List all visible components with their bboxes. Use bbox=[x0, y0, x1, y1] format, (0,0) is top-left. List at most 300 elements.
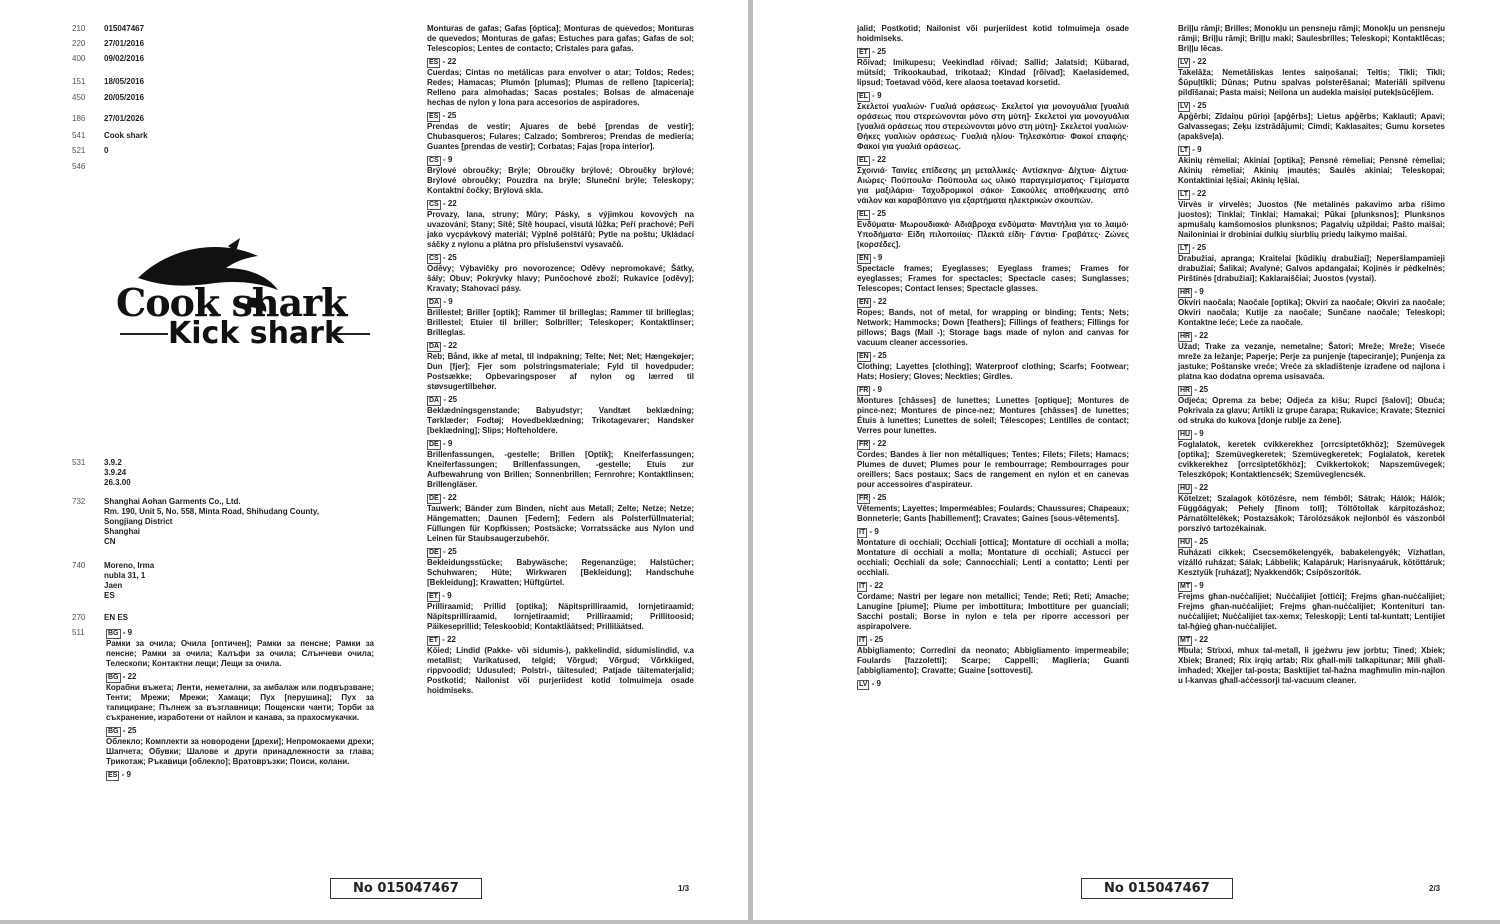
nice-class: 25 bbox=[447, 547, 457, 556]
language-code: ES bbox=[429, 59, 439, 66]
goods-block bbox=[857, 635, 1129, 676]
goods-block bbox=[857, 351, 1129, 382]
field-row bbox=[72, 93, 394, 103]
goods-block bbox=[1178, 429, 1445, 480]
language-code: DE bbox=[429, 441, 439, 448]
goods-block bbox=[1178, 537, 1445, 578]
separator: - bbox=[869, 155, 878, 164]
language-code: IT bbox=[859, 583, 866, 590]
separator: - bbox=[1192, 537, 1200, 546]
separator: - bbox=[440, 111, 448, 120]
class-header bbox=[427, 155, 694, 166]
field-row bbox=[72, 458, 394, 488]
class-header bbox=[857, 493, 1129, 504]
language-code: DE bbox=[429, 549, 439, 556]
class-header bbox=[106, 672, 374, 683]
language-code: HR bbox=[1180, 387, 1191, 394]
document-number-box: No 015047467 bbox=[330, 878, 482, 899]
field-row bbox=[72, 24, 394, 34]
separator: - bbox=[439, 635, 448, 644]
class-header bbox=[857, 439, 1129, 450]
separator: - bbox=[440, 439, 448, 448]
nice-class: 25 bbox=[1197, 243, 1207, 252]
goods-block bbox=[857, 24, 1129, 44]
language-code: LV bbox=[859, 681, 868, 688]
goods-block bbox=[427, 111, 694, 152]
nice-class: 22 bbox=[127, 672, 137, 681]
goods-text: Drabužiai, apranga; Kraitelai [kūdikių drabužiai]; Neperšlampamieji drabužiai; Šalikai; Avalynė; Galvos apdangalai; Kojinės ir pėdkelnės; Pirštinės [drabužiai]; Kaklaraiščiai; Juostos (vystai). bbox=[1178, 254, 1445, 283]
separator: - bbox=[439, 591, 448, 600]
goods-text: Корабни въжета; Ленти, неметални, за амбалаж или подвързване; Тенти; Мрежи; Мрежи; Хамаци; Пух [перушина]; Пух за тапициране; Пълнеж за възглавници; Пощенски чанти; Торби за съхранение, изработени от найлон и канава, за прахосмукачки. bbox=[106, 683, 374, 722]
field-row bbox=[72, 162, 394, 172]
class-header bbox=[1178, 429, 1445, 440]
class-header bbox=[1178, 57, 1445, 68]
goods-text: Akinių rėmeliai; Akiniai [optika]; Pensnė rėmeliai; Pensnė rėmeliai; Akinių rėmeliai; Akinių įmautės; Saulės akiniai; Teleskopai; Kontaktiniai lęšiai; Akinių lęšiai. bbox=[1178, 156, 1445, 185]
language-code: CS bbox=[429, 201, 439, 208]
goods-block bbox=[106, 628, 374, 669]
field-value: 27/01/2026 bbox=[104, 114, 145, 123]
field-row bbox=[72, 497, 394, 547]
nice-class: 22 bbox=[874, 581, 884, 590]
separator: - bbox=[441, 297, 449, 306]
class-header bbox=[427, 341, 694, 352]
field-row bbox=[72, 561, 394, 601]
nice-class: 22 bbox=[1197, 189, 1207, 198]
separator: - bbox=[870, 351, 878, 360]
class-header bbox=[106, 726, 374, 737]
language-code: ET bbox=[429, 637, 438, 644]
language-code: LV bbox=[1180, 103, 1189, 110]
language-code: BG bbox=[108, 674, 119, 681]
goods-block bbox=[857, 47, 1129, 88]
language-code: MT bbox=[1180, 637, 1191, 644]
goods-text: Kötelzet; Szalagok kötözésre, nem fémből; Sátrak; Hálók; Hálók; Függőágyak; Pehely [finom toll]; Töltőtollak kárpitozáshoz; Párnatöltelékek; Postazsákok; Tárolózsákok nejlonból és vászonból porszívó tartozékainak. bbox=[1178, 494, 1445, 533]
class-header bbox=[1178, 537, 1445, 548]
goods-text: Okviri naočala; Naočale [optika]; Okviri za naočale; Okviri za naočale; Okviri naočala; Kutije za naočale; Sunčane naočale; Teleskopi; Kontaktne leće; Leće za naočale. bbox=[1178, 298, 1445, 327]
goods-text: Ενδύματα· Μωρουδιακά· Αδιάβροχα ενδύματα· Μαντήλια για το λαιμό· Υποδήματα· Είδη πιλοποιίας· Πλεκτά είδη· Γάντια· Γραβάτες· Ζώνες [κορσέδες]. bbox=[857, 220, 1129, 249]
logo-wordmark: Cook shark bbox=[116, 280, 347, 325]
nice-class: 25 bbox=[127, 726, 137, 735]
class-header bbox=[857, 297, 1129, 308]
goods-text: Clothing; Layettes [clothing]; Waterproof clothing; Scarfs; Footwear; Hats; Hosiery; Gloves; Neckties; Girdles. bbox=[857, 362, 1129, 381]
goods-text: Rõivad; Imikupesu; Veekindlad rõivad; Sallid; Jalatsid; Kübarad, mütsid; Trikookaubad, trikotaaž; Kindad [rõivad]; Kaelasidemed, lipsud; Toetavad vööd, kere alaosa toetavad korsetid. bbox=[857, 58, 1129, 87]
nice-class: 25 bbox=[1199, 537, 1209, 546]
class-header bbox=[857, 527, 1129, 538]
separator: - bbox=[870, 253, 878, 262]
goods-block bbox=[427, 155, 694, 196]
nice-class: 22 bbox=[447, 493, 457, 502]
nice-class: 22 bbox=[877, 155, 886, 164]
field-code: 541 bbox=[72, 131, 86, 140]
nice-class: 22 bbox=[877, 297, 887, 306]
field-value: Moreno, Irma nubla 31, 1 Jaen ES bbox=[104, 561, 155, 600]
language-code: DE bbox=[429, 495, 439, 502]
class-header bbox=[427, 57, 694, 68]
field-value: 20/05/2016 bbox=[104, 93, 145, 102]
class-header bbox=[1178, 635, 1445, 646]
separator: - bbox=[1190, 101, 1198, 110]
goods-block bbox=[427, 253, 694, 294]
goods-text: Montures [châsses] de lunettes; Lunettes [optique]; Montures de pince-nez; Montures de pince-nez; Montures [châsses] de lunettes; Étuis à lunettes; Lunettes de soleil; Télescopes; Lentilles de contact; Verres pour lunettes. bbox=[857, 396, 1129, 435]
field-row bbox=[72, 114, 394, 124]
goods-block bbox=[857, 385, 1129, 436]
separator: - bbox=[1192, 483, 1200, 492]
goods-text: Ħbula; Strixxi, mhux tal-metall, li jgeżwru jew jorbtu; Tined; Xbiek; Xbiek; Braned; Rix irqiq artab; Rix għall-mili talkapitunar; Mili għall-imħaded; Xkejjer tal-posta; Basktijiet tal-ħażna magħmulin min-najlon u l-kanvas għall-aċċessorji tal-vacuum cleaner. bbox=[1178, 646, 1445, 685]
goods-block bbox=[857, 527, 1129, 578]
nice-class: 25 bbox=[874, 635, 884, 644]
nice-class: 9 bbox=[447, 155, 453, 164]
language-code: HR bbox=[1180, 333, 1191, 340]
goods-text: jalid; Postkotid; Nailonist või purjeriidest kotid tolmuimeja osade hoidmiseks. bbox=[857, 24, 1129, 43]
goods-text: Brillestel; Briller [optik]; Rammer til brilleglas; Rammer til brilleglas; Brillestel; Etuier til briller; Solbriller; Teleskoper; Kontaktlinser; Brilleglas. bbox=[427, 308, 694, 337]
separator: - bbox=[440, 199, 448, 208]
nice-class: 22 bbox=[1199, 331, 1209, 340]
field-value: 0 bbox=[104, 146, 109, 155]
nice-class: 25 bbox=[1199, 385, 1209, 394]
language-code: LT bbox=[1180, 191, 1189, 198]
class-header bbox=[1178, 145, 1445, 156]
goods-text: Frejms għan-nuċċalijiet; Nuċċalijiet [ottiċi]; Frejms għan-nuċċalijiet; Frejms għan-nuċċalijiet; Frejms għan-nuċċalijiet; Kontenituri tan-nuċċalijiet; Nuċċalijiet tax-xemx; Teleskopji; Lenti tal-kuntatt; Lentijiet tal-ħġieġ għan-nuċċalijiet. bbox=[1178, 592, 1445, 631]
goods-block bbox=[857, 297, 1129, 348]
field-value: 015047467 bbox=[104, 24, 145, 33]
goods-block bbox=[857, 493, 1129, 524]
field-code: 151 bbox=[72, 77, 86, 86]
document-page-2 bbox=[753, 0, 1500, 920]
class-header bbox=[1178, 385, 1445, 396]
class-header bbox=[857, 209, 1129, 220]
goods-list-col2 bbox=[1178, 24, 1445, 689]
nice-class: 25 bbox=[448, 395, 458, 404]
language-code: HU bbox=[1180, 431, 1191, 438]
nice-class: 9 bbox=[877, 91, 882, 100]
field-row bbox=[72, 54, 394, 64]
separator: - bbox=[119, 770, 127, 779]
goods-block bbox=[427, 547, 694, 588]
goods-list-col1 bbox=[857, 24, 1129, 693]
page-number: 1/3 bbox=[678, 884, 690, 893]
goods-text: Cordame; Nastri per legare non metallici; Tende; Reti; Reti; Amache; Lanugine [piume]; Piume per imbottitura; Imbottiture per guanciali; Sacchi postali; Borse in nylon e tela per riporre accessori per aspirapolvere. bbox=[857, 592, 1129, 631]
field-value: 18/05/2016 bbox=[104, 77, 145, 86]
language-code: FR bbox=[859, 441, 869, 448]
separator: - bbox=[1190, 243, 1198, 252]
separator: - bbox=[869, 47, 878, 56]
goods-text: Prilliraamid; Prillid [optika]; Näpitsprilliraamid, lornjetiraamid; Näpitsprilliraamid, lornjetiraamid; Prilliraamid; Prillitoosid; Päikeseprillid; Teleskoobid; Kontaktläätsed; Prilliläätsed. bbox=[427, 602, 694, 631]
nice-class: 25 bbox=[877, 47, 886, 56]
nice-class: 25 bbox=[877, 351, 887, 360]
nice-class: 22 bbox=[448, 341, 458, 350]
class-header bbox=[427, 635, 694, 646]
language-code: HU bbox=[1180, 485, 1191, 492]
separator: - bbox=[440, 493, 448, 502]
class-header bbox=[857, 679, 1129, 690]
logo-subtitle: Kick shark bbox=[168, 316, 344, 351]
language-code: LT bbox=[1180, 147, 1189, 154]
goods-text: Takelāža; Nemetāliskas lentes saiņošanai; Teltis; Tīkli; Tīkli; Šūpuļtīkli; Dūnas; Putnu spalvas polsterēšanai; Materiāli spilvenu pildīšanai; Pasta maisi; Neilona un audekla maisiņi putekļsūcējiem. bbox=[1178, 68, 1445, 97]
field-code: 521 bbox=[72, 146, 86, 155]
goods-text: Bekleidungsstücke; Babywäsche; Regenanzüge; Halstücher; Schuhwaren; Hüte; Wirkwaren [Bekleidung]; Handschuhe [Bekleidung]; Krawatten; Hüftgürtel. bbox=[427, 558, 694, 587]
field-value: 27/01/2016 bbox=[104, 39, 145, 48]
class-header bbox=[106, 628, 374, 639]
nice-class: 22 bbox=[1197, 57, 1207, 66]
field-code: 210 bbox=[72, 24, 86, 33]
field-code: 511 bbox=[72, 628, 85, 637]
nice-class: 9 bbox=[1199, 287, 1204, 296]
field-row bbox=[72, 613, 394, 623]
goods-text: Prendas de vestir; Ajuares de bebé [prendas de vestir]; Chubasqueros; Fulares; Calzado; Sombreros; Prendas de mediería; Guantes [prendas de vestir]; Corbatas; Fajas [ropa interior]. bbox=[427, 122, 694, 151]
field-value: 09/02/2016 bbox=[104, 54, 145, 63]
nice-class: 9 bbox=[877, 253, 883, 262]
goods-text: Cuerdas; Cintas no metálicas para envolver o atar; Toldos; Redes; Redes; Hamacas; Plumón [plumas]; Plumas de relleno [tapicería]; Relleno para almohadas; Sacas postales; Bolsas de almacenaje hechas de nylon y lona para accesorios de aspiradores. bbox=[427, 68, 694, 107]
field-code: 546 bbox=[72, 162, 86, 171]
goods-text: Briļļu rāmji; Brilles; Monokļu un pensneju rāmji; Monokļu un pensneju rāmji; Briļļu rāmji; Briļļu maki; Saulesbrilles; Teleskopi; Kontaktlēcas; Briļļu lēcas. bbox=[1178, 24, 1445, 53]
separator: - bbox=[1192, 385, 1200, 394]
goods-text: Oděvy; Výbavičky pro novorozence; Oděvy nepromokavé; Šátky, šály; Obuv; Pokrývky hlavy; Punčochové zboží; Rukavice [oděvy]; Kravaty; Stahovací pásy. bbox=[427, 264, 694, 293]
goods-block bbox=[1178, 145, 1445, 186]
goods-list-left bbox=[106, 628, 374, 784]
language-code: DA bbox=[429, 397, 440, 404]
language-code: EN bbox=[859, 299, 869, 306]
separator: - bbox=[869, 91, 878, 100]
goods-block bbox=[857, 679, 1129, 690]
class-header bbox=[1178, 581, 1445, 592]
class-header bbox=[427, 297, 694, 308]
separator: - bbox=[1190, 57, 1198, 66]
separator: - bbox=[441, 341, 449, 350]
class-header bbox=[427, 111, 694, 122]
goods-text: Облекло; Комплекти за новородени [дрехи]; Непромокаеми дрехи; Шапчета; Обувки; Шалове и други принадлежности за глава; Трикотаж; Ръкавици [облекло]; Вратовръзки; Поиси, колани. bbox=[106, 737, 374, 766]
language-code: CS bbox=[429, 255, 439, 262]
language-code: ES bbox=[429, 113, 439, 120]
goods-block bbox=[427, 57, 694, 108]
goods-text: Apģērbi; Zīdaiņu pūriņi [apģērbs]; Lietus apģērbs; Kaklauti; Apavi; Galvassegas; Zeķu izstrādājumi; Cimdi; Kaklasaites; Gumu korsetes (apakšveļa). bbox=[1178, 112, 1445, 141]
nice-class: 9 bbox=[127, 628, 133, 637]
nice-class: 22 bbox=[447, 199, 457, 208]
language-code: FR bbox=[859, 495, 869, 502]
page-number: 2/3 bbox=[1429, 884, 1441, 893]
document-page-1 bbox=[0, 0, 748, 920]
field-code: 400 bbox=[72, 54, 86, 63]
nice-class: 9 bbox=[1199, 581, 1204, 590]
class-header bbox=[1178, 189, 1445, 200]
nice-class: 22 bbox=[877, 439, 887, 448]
goods-text: Σκελετοί γυαλιών· Γυαλιά οράσεως· Σκελετοί για μονογυάλια [γυαλιά οράσεως που στερεώνονται μόνο στη μύτη]· Σκελετοί για μονογυάλια [γυαλιά οράσεως που στερεώνονται μόνο στη μύτη]· Σκελετοί γυαλιών· Θήκες γυαλιών οράσεως· Γυαλιά ηλίου· Τηλεσκόπια· Φακοί επαφής· Φακοί για γυαλιά οράσεως. bbox=[857, 102, 1129, 151]
goods-block bbox=[857, 439, 1129, 490]
language-code: EL bbox=[859, 93, 868, 100]
goods-text: Montature di occhiali; Occhiali [ottica]; Montature di occhiali a molla; Montature di occhiali a molla; Montature di occhiali; Astucci per occhiali; Occhiali da sole; Cannocchiali; Lenti a contatto; Lenti per occhiali. bbox=[857, 538, 1129, 577]
goods-block bbox=[1178, 287, 1445, 328]
goods-text: Monturas de gafas; Gafas [óptica]; Monturas de quevedos; Monturas de quevedos; Monturas de gafas; Estuches para gafas; Gafas de sol; Telescopios; Lentes de contacto; Cristales para gafas. bbox=[427, 24, 694, 53]
goods-text: Abbigliamento; Corredini da neonato; Abbigliamento impermeabile; Foulards [fazzoletti]; Scarpe; Cappelli; Maglieria; Guanti [abbigliamento]; Cravatte; Guaine [sottovesti]. bbox=[857, 646, 1129, 675]
field-value: 3.9.2 3.9.24 26.3.00 bbox=[104, 458, 131, 487]
class-header bbox=[857, 351, 1129, 362]
goods-block bbox=[427, 199, 694, 250]
goods-text: Brillenfassungen, -gestelle; Brillen [Optik]; Kneiferfassungen; Kneiferfassungen; Brillenfassungen, -gestelle; Etuis zur Aufbewahrung von Brillen; Sonnenbrillen; Fernrohre; Kontaktlinsen; Brillengläser. bbox=[427, 450, 694, 489]
goods-block bbox=[106, 726, 374, 767]
field-code: 220 bbox=[72, 39, 86, 48]
separator: - bbox=[867, 527, 875, 536]
goods-text: Virvės ir virvelės; Juostos (Ne metalinės pakavimo arba rišimo juostos); Tinklai; Tinklai; Hamakai; Pūkai [plunksnos]; Plunksnos apmušalų kamšomosios plunksnos; Pagalvių užpildai; Pašto maišai; Nailoniniai ir drobiniai dulkių siurblių priedų laikymo maišai. bbox=[1178, 200, 1445, 239]
logo-rule-left bbox=[120, 333, 168, 335]
separator: - bbox=[867, 581, 875, 590]
goods-block bbox=[857, 253, 1129, 294]
goods-block bbox=[1178, 243, 1445, 284]
separator: - bbox=[870, 385, 878, 394]
goods-block bbox=[427, 395, 694, 436]
language-code: HU bbox=[1180, 539, 1191, 546]
language-code: BG bbox=[108, 630, 119, 637]
nice-class: 9 bbox=[1199, 429, 1204, 438]
nice-class: 9 bbox=[126, 770, 131, 779]
nice-class: 22 bbox=[1199, 635, 1209, 644]
goods-block bbox=[1178, 57, 1445, 98]
document-number-box: No 015047467 bbox=[1081, 878, 1233, 899]
goods-block bbox=[1178, 24, 1445, 54]
nice-class: 22 bbox=[447, 57, 457, 66]
goods-text: Ruházati cikkek; Csecsemőkelengyék, babakelengyék; Vízhatlan, vízálló ruházat; Sálak; Lábbelik; Kalapáruk; Harisnyaáruk, kötöttáruk; Kesztyűk [ruházat]; Nyakkendők; Csípőszorítók. bbox=[1178, 548, 1445, 577]
class-header bbox=[1178, 243, 1445, 254]
goods-block bbox=[857, 581, 1129, 632]
separator: - bbox=[440, 547, 448, 556]
class-header bbox=[1178, 287, 1445, 298]
nice-class: 9 bbox=[1197, 145, 1202, 154]
nice-class: 22 bbox=[447, 635, 456, 644]
goods-block bbox=[1178, 101, 1445, 142]
goods-block bbox=[427, 24, 694, 54]
class-header bbox=[857, 385, 1129, 396]
goods-block bbox=[857, 91, 1129, 152]
nice-class: 22 bbox=[1199, 483, 1209, 492]
separator: - bbox=[1192, 429, 1200, 438]
field-value bbox=[104, 162, 394, 172]
goods-block bbox=[427, 341, 694, 392]
separator: - bbox=[441, 395, 449, 404]
class-header bbox=[427, 591, 694, 602]
class-header bbox=[857, 635, 1129, 646]
language-code: ET bbox=[429, 593, 438, 600]
field-code: 450 bbox=[72, 93, 86, 102]
goods-text: Ropes; Bands, not of metal, for wrapping or binding; Tents; Nets; Network; Hammocks; Down [feathers]; Fillings of feathers; Fillings for pillows; Bags (Mail -); Storage bags made of nylon and canvas for vacuum cleaner accessories. bbox=[857, 308, 1129, 347]
separator: - bbox=[1190, 145, 1198, 154]
goods-block bbox=[106, 672, 374, 723]
language-code: DA bbox=[429, 343, 440, 350]
field-code: 186 bbox=[72, 114, 86, 123]
goods-text: Cordes; Bandes à lier non métalliques; Tentes; Filets; Filets; Hamacs; Plumes de duvet; Plumes pour le rembourrage; Rembourrages pour oreillers; Sacs postaux; Sacs de rangement en nylon et en canevas pour accessoires d'aspirateur. bbox=[857, 450, 1129, 489]
goods-text: Foglalatok, keretek cvikkerekhez [orrcsiptetőkhöz]; Szemüvegek [optika]; Szemüvegkeretek; Szemüvegkeretek; Foglalatok, keretek cvikkerekhez [orrcsiptetőkhöz]; Cvikkertokok; Napszemüvegek; Teleszkópok; Kontaktlencsék; Szemüveglencsék. bbox=[1178, 440, 1445, 479]
goods-text: Рамки за очила; Очила [оптичен]; Рамки за пенсне; Рамки за пенсне; Рамки за очила; Калъфи за очила; Слънчеви очила; Телескопи; Контактни лещи; Лещи за очила. bbox=[106, 639, 374, 668]
separator: - bbox=[1192, 331, 1200, 340]
goods-text: Spectacle frames; Eyeglasses; Eyeglass frames; Frames for eyeglasses; Frames for spectacles; Spectacle cases; Sunglasses; Telescopes; Contact lenses; Spectacle glasses. bbox=[857, 264, 1129, 293]
class-header bbox=[1178, 331, 1445, 342]
field-row bbox=[72, 77, 394, 87]
goods-block bbox=[857, 209, 1129, 250]
goods-text: Reb; Bånd, ikke af metal, til indpakning; Telte; Net; Net; Hængekøjer; Dun [fjer]; Fjer som polstringsmateriale; Fyld til hovedpuder; Postsække; Opbevaringsposer af nylon og lærred til støvsugertilbehør. bbox=[427, 352, 694, 391]
nice-class: 9 bbox=[447, 591, 452, 600]
goods-block bbox=[857, 155, 1129, 206]
language-code: EL bbox=[859, 157, 868, 164]
goods-text: Brýlové obroučky; Brýle; Obroučky brýlové; Obroučky brýlové; Brýlové obroučky; Pouzdra na brýle; Sluneční brýle; Teleskopy; Kontaktní čočky; Brýlová skla. bbox=[427, 166, 694, 195]
nice-class: 25 bbox=[447, 111, 457, 120]
goods-text: Σχοινιά· Ταινίες επίδεσης μη μεταλλικές· Αντίσκηνα· Δίχτυα· Δίχτυα· Αιώρες· Πούπουλα· Πούπουλα ως υλικό παραγεμίσματος· Γεμίσματα για μαξιλάρια· Ταχυδρομικοί σάκοι· Σακούλες αποθήκευσης από νάιλον και καραβόπανο για εξαρτήματα ηλεκτρικών σκουπών. bbox=[857, 166, 1129, 205]
field-row bbox=[72, 131, 394, 141]
goods-text: Köied; Lindid (Pakke- või sidumis-), pakkelindid, sidumislindid, v.a metallist; Varikatused, telgid; Võrgud; Võrgud; Võrkkiiged, rippvoodid; Udusuled; Polstri-, täitesuled; Patjade täitematerjalid; Postkotid; Nailonist või purjeriidest kotid tolmuimeja osade hoidmiseks. bbox=[427, 646, 694, 695]
class-header bbox=[106, 770, 374, 781]
language-code: BG bbox=[108, 728, 119, 735]
class-header bbox=[1178, 101, 1445, 112]
language-code: FR bbox=[859, 387, 869, 394]
class-header bbox=[427, 253, 694, 264]
field-code: 732 bbox=[72, 497, 86, 506]
nice-class: 9 bbox=[874, 527, 879, 536]
nice-class: 25 bbox=[877, 209, 886, 218]
nice-class: 25 bbox=[447, 253, 457, 262]
class-header bbox=[427, 439, 694, 450]
nice-class: 9 bbox=[448, 297, 453, 306]
goods-block bbox=[427, 439, 694, 490]
language-code: CS bbox=[429, 157, 439, 164]
separator: - bbox=[120, 672, 128, 681]
language-code: MT bbox=[1180, 583, 1191, 590]
nice-class: 25 bbox=[1197, 101, 1207, 110]
language-code: IT bbox=[859, 529, 866, 536]
separator: - bbox=[1192, 635, 1200, 644]
nice-class: 25 bbox=[877, 493, 887, 502]
nice-class: 9 bbox=[876, 679, 881, 688]
class-header bbox=[427, 199, 694, 210]
field-row bbox=[72, 146, 394, 156]
separator: - bbox=[869, 679, 877, 688]
nice-class: 9 bbox=[877, 385, 882, 394]
language-code: ES bbox=[108, 772, 118, 779]
language-code: IT bbox=[859, 637, 866, 644]
field-code: 270 bbox=[72, 613, 86, 622]
separator: - bbox=[1190, 189, 1198, 198]
class-header bbox=[857, 47, 1129, 58]
goods-text: Užad; Trake za vezanje, nemetalne; Šatori; Mreže; Mreže; Viseće mreže za ležanje; Paperje; Perje za punjenje (tapeciranje); Punjenja za jastuke; Poštanske vreće; Vreće za skladištenje izrađene od najlona i platna kao dodatna oprema usisavača. bbox=[1178, 342, 1445, 381]
separator: - bbox=[870, 439, 878, 448]
language-code: ET bbox=[859, 49, 868, 56]
goods-block bbox=[1178, 635, 1445, 686]
goods-block bbox=[1178, 189, 1445, 240]
goods-text: Beklædningsgenstande; Babyudstyr; Vandtæt beklædning; Tørklæder; Fodtøj; Hovedbeklædning; Trikotagevarer; Handsker [beklædning]; Slips; Hofteholdere. bbox=[427, 406, 694, 435]
goods-block bbox=[1178, 581, 1445, 632]
separator: - bbox=[440, 253, 448, 262]
language-code: HR bbox=[1180, 289, 1191, 296]
class-header bbox=[427, 395, 694, 406]
language-code: EL bbox=[859, 211, 868, 218]
field-value: EN ES bbox=[104, 613, 129, 622]
language-code: DA bbox=[429, 299, 440, 306]
separator: - bbox=[440, 57, 448, 66]
trademark-logo bbox=[108, 238, 378, 358]
field-code: 740 bbox=[72, 561, 86, 570]
goods-text: Vêtements; Layettes; Imperméables; Foulards; Chaussures; Chapeaux; Bonneterie; Gants [habillement]; Cravates; Gaines [sous-vêtements]. bbox=[857, 504, 1129, 523]
goods-block bbox=[427, 591, 694, 632]
separator: - bbox=[440, 155, 448, 164]
separator: - bbox=[870, 493, 878, 502]
goods-text: Odjeća; Oprema za bebe; Odjeća za kišu; Rupci [šalovi]; Obuća; Pokrivala za glavu; Artikli iz grupe čarapa; Rukavice; Kravate; Steznici od struka do kukova [donje rublje za žene]. bbox=[1178, 396, 1445, 425]
goods-block bbox=[106, 770, 374, 781]
class-header bbox=[857, 581, 1129, 592]
field-value: Cook shark bbox=[104, 131, 148, 140]
goods-list-middle bbox=[427, 24, 694, 699]
nice-class: 9 bbox=[447, 439, 453, 448]
separator: - bbox=[867, 635, 875, 644]
class-header bbox=[857, 253, 1129, 264]
goods-text: Provazy, lana, struny; Můry; Pásky, s výjimkou kovových na uvazování; Stany; Sítě; Sítě houpací, visutá lůžka; Peří prachové; Peří jako vycpávkový materiál; Výplně polštářů; Pytle na poštu; Ukládací sáčky z nylonu a plátna pro příslušenství vysavačů. bbox=[427, 210, 694, 249]
goods-block bbox=[1178, 385, 1445, 426]
separator: - bbox=[869, 209, 878, 218]
goods-block bbox=[427, 635, 694, 696]
